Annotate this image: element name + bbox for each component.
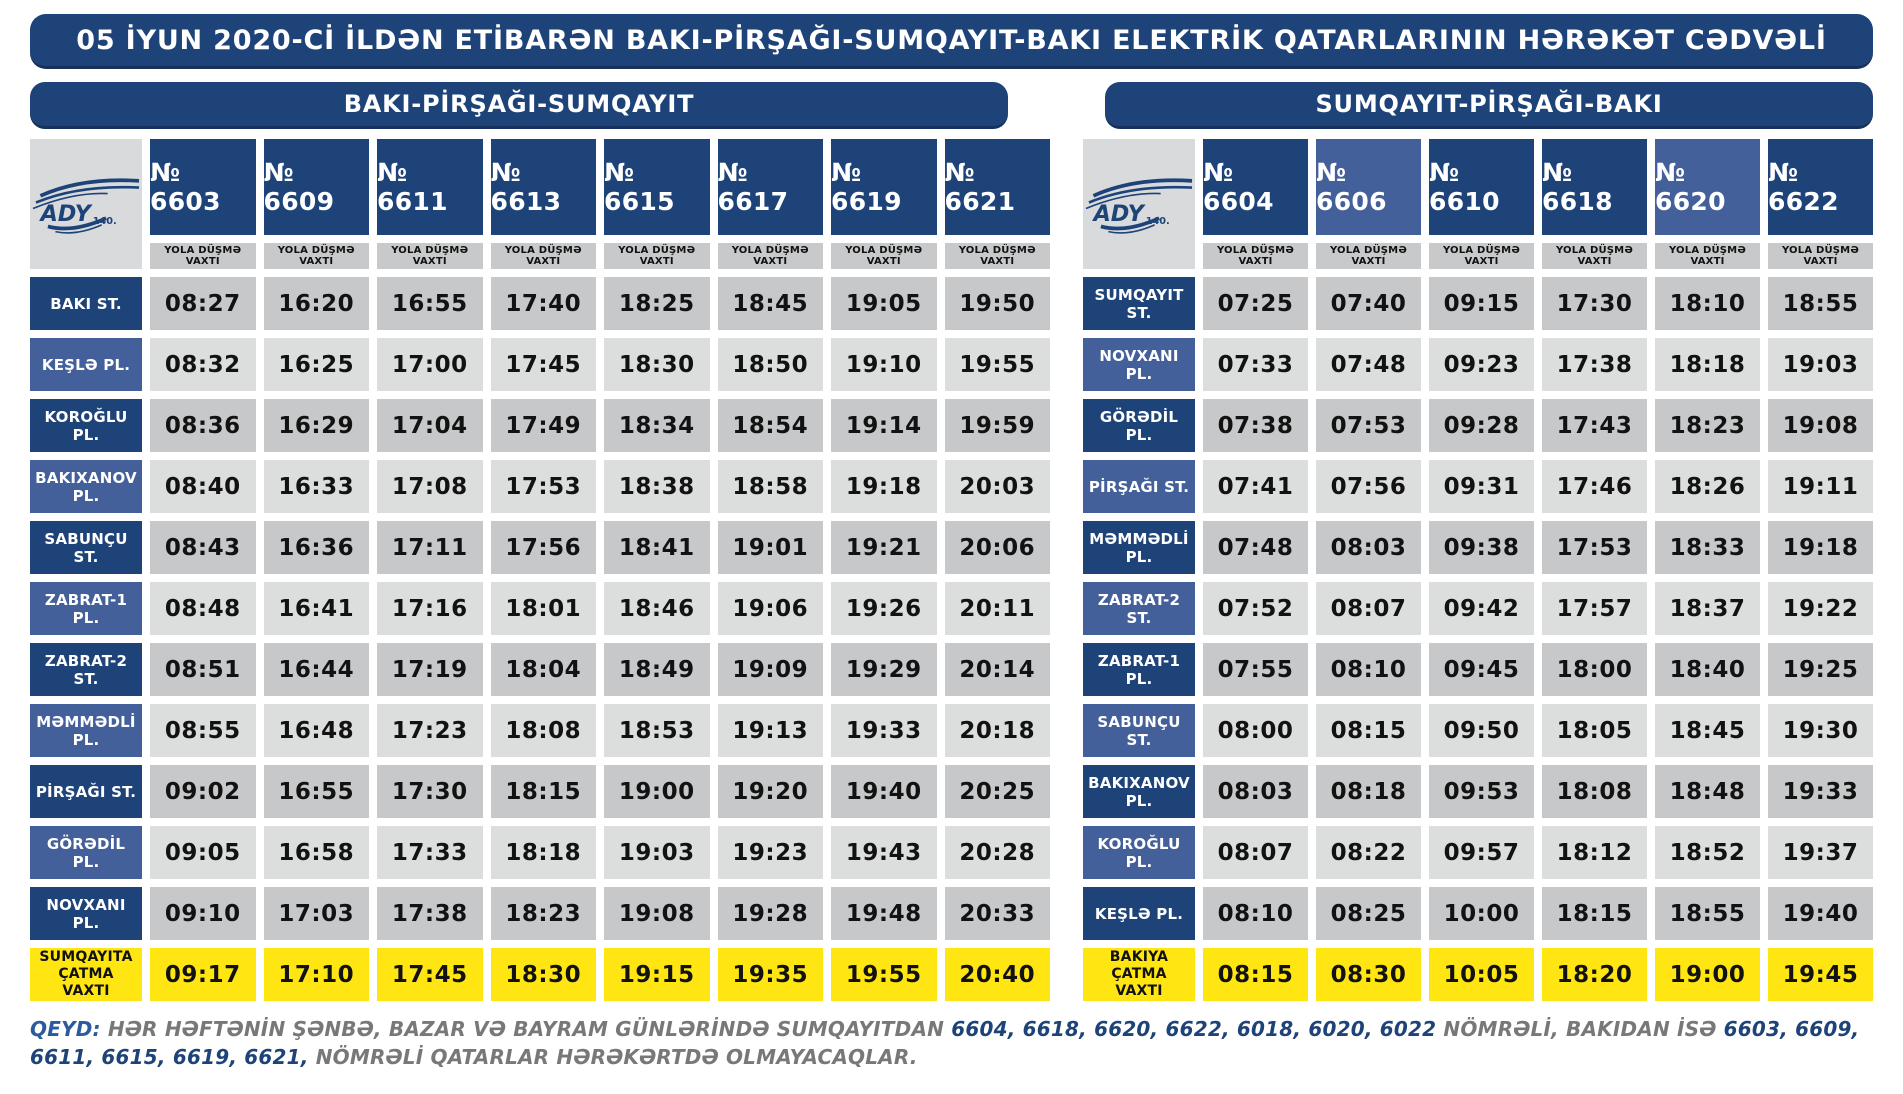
- time-cell: 16:55: [264, 765, 370, 818]
- time-cell: 17:57: [1542, 582, 1647, 635]
- time-cell: 19:29: [831, 643, 937, 696]
- svg-text:ADY: ADY: [40, 201, 91, 228]
- time-cell: 19:09: [718, 643, 824, 696]
- train-number-header: № 6619: [831, 139, 937, 235]
- time-cell: 17:45: [377, 948, 483, 1001]
- time-cell: 18:55: [1768, 277, 1873, 330]
- time-cell: 19:33: [831, 704, 937, 757]
- time-cell: 18:26: [1655, 460, 1760, 513]
- time-cell: 08:40: [150, 460, 256, 513]
- time-cell: 09:17: [150, 948, 256, 1001]
- time-cell: 19:23: [718, 826, 824, 879]
- time-cell: 08:03: [1316, 521, 1421, 574]
- time-cell: 07:48: [1316, 338, 1421, 391]
- time-cell: 09:38: [1429, 521, 1534, 574]
- time-cell: 08:18: [1316, 765, 1421, 818]
- time-cell: 19:59: [945, 399, 1051, 452]
- time-cell: 19:08: [604, 887, 710, 940]
- time-cell: 18:33: [1655, 521, 1760, 574]
- time-cell: 19:06: [718, 582, 824, 635]
- time-cell: 07:41: [1203, 460, 1308, 513]
- time-cell: 18:34: [604, 399, 710, 452]
- station-cell: KEŞLƏ PL.: [1083, 887, 1195, 940]
- time-cell: 17:16: [377, 582, 483, 635]
- departure-time-label: YOLA DÜŞMƏ VAXTI: [1542, 243, 1647, 269]
- time-cell: 08:48: [150, 582, 256, 635]
- time-cell: 08:43: [150, 521, 256, 574]
- time-cell: 19:43: [831, 826, 937, 879]
- time-cell: 16:20: [264, 277, 370, 330]
- ady-logo-icon: [30, 169, 142, 239]
- page-title: 05 İYUN 2020-Cİ İLDƏN ETİBARƏN BAKI-PİRŞAĞI-SUMQAYIT-BAKI ELEKTRİK QATARLARININ HƏRƏKƏT CƏDVƏLİ: [30, 14, 1873, 69]
- timetables-container: [0, 82, 1903, 1001]
- time-cell: 08:51: [150, 643, 256, 696]
- time-cell: 20:03: [945, 460, 1051, 513]
- time-cell: 19:20: [718, 765, 824, 818]
- svg-text:140.: 140.: [1145, 216, 1170, 228]
- train-number-header: № 6609: [264, 139, 370, 235]
- time-cell: 19:26: [831, 582, 937, 635]
- time-cell: 19:45: [1768, 948, 1873, 1001]
- time-cell: 17:00: [377, 338, 483, 391]
- time-cell: 20:14: [945, 643, 1051, 696]
- time-cell: 18:12: [1542, 826, 1647, 879]
- time-cell: 08:32: [150, 338, 256, 391]
- time-cell: 09:50: [1429, 704, 1534, 757]
- note-train-numbers-sumqayit: 6604, 6618, 6620, 6622, 6018, 6020, 6022: [951, 1017, 1437, 1041]
- time-cell: 17:08: [377, 460, 483, 513]
- departure-time-label: YOLA DÜŞMƏ VAXTI: [150, 243, 256, 269]
- time-cell: 08:22: [1316, 826, 1421, 879]
- time-cell: 18:53: [604, 704, 710, 757]
- station-cell: PİRŞAĞI ST.: [1083, 460, 1195, 513]
- departure-time-label: YOLA DÜŞMƏ VAXTI: [1316, 243, 1421, 269]
- time-cell: 16:25: [264, 338, 370, 391]
- station-cell: ZABRAT-1 PL.: [1083, 643, 1195, 696]
- station-cell: KEŞLƏ PL.: [30, 338, 142, 391]
- station-cell: PİRŞAĞI ST.: [30, 765, 142, 818]
- time-cell: 18:30: [604, 338, 710, 391]
- time-cell: 17:03: [264, 887, 370, 940]
- departure-time-label: YOLA DÜŞMƏ VAXTI: [491, 243, 597, 269]
- departure-time-label: YOLA DÜŞMƏ VAXTI: [831, 243, 937, 269]
- time-cell: 17:10: [264, 948, 370, 1001]
- time-cell: 17:19: [377, 643, 483, 696]
- time-cell: 18:15: [1542, 887, 1647, 940]
- station-cell: NOVXANI PL.: [30, 887, 142, 940]
- time-cell: 18:18: [491, 826, 597, 879]
- time-cell: 18:18: [1655, 338, 1760, 391]
- time-cell: 19:11: [1768, 460, 1873, 513]
- time-cell: 18:45: [1655, 704, 1760, 757]
- time-cell: 20:18: [945, 704, 1051, 757]
- note-segment: NÖMRƏLİ, BAKIDAN İSƏ: [1436, 1017, 1724, 1041]
- ady-logo-cell: [30, 139, 142, 269]
- time-cell: 18:46: [604, 582, 710, 635]
- time-cell: 19:40: [831, 765, 937, 818]
- time-cell: 16:33: [264, 460, 370, 513]
- time-cell: 07:25: [1203, 277, 1308, 330]
- time-cell: 19:00: [604, 765, 710, 818]
- time-cell: 16:36: [264, 521, 370, 574]
- svg-text:ADY: ADY: [1093, 201, 1144, 228]
- time-cell: 19:25: [1768, 643, 1873, 696]
- station-cell: SUMQAYITA ÇATMA VAXTI: [30, 948, 142, 1001]
- time-cell: 17:53: [491, 460, 597, 513]
- departure-time-label: YOLA DÜŞMƏ VAXTI: [604, 243, 710, 269]
- time-cell: 17:40: [491, 277, 597, 330]
- note-train-numbers-baki: 6603, 6609, 6611, 6615, 6619, 6621,: [30, 1017, 1860, 1070]
- time-cell: 17:53: [1542, 521, 1647, 574]
- time-cell: 08:36: [150, 399, 256, 452]
- time-cell: 17:38: [1542, 338, 1647, 391]
- time-cell: 20:33: [945, 887, 1051, 940]
- train-number-header: № 6622: [1768, 139, 1873, 235]
- departure-time-label: YOLA DÜŞMƏ VAXTI: [1203, 243, 1308, 269]
- time-cell: 18:25: [604, 277, 710, 330]
- time-cell: 08:10: [1203, 887, 1308, 940]
- time-cell: 08:07: [1316, 582, 1421, 635]
- time-cell: 19:33: [1768, 765, 1873, 818]
- departure-time-label: YOLA DÜŞMƏ VAXTI: [264, 243, 370, 269]
- station-cell: BAKIYA ÇATMA VAXTI: [1083, 948, 1195, 1001]
- time-cell: 16:48: [264, 704, 370, 757]
- time-cell: 08:30: [1316, 948, 1421, 1001]
- train-number-header: № 6621: [945, 139, 1051, 235]
- time-cell: 19:03: [604, 826, 710, 879]
- time-cell: 19:55: [831, 948, 937, 1001]
- time-cell: 19:01: [718, 521, 824, 574]
- train-number-header: № 6618: [1542, 139, 1647, 235]
- time-cell: 18:08: [1542, 765, 1647, 818]
- time-cell: 07:38: [1203, 399, 1308, 452]
- time-cell: 18:40: [1655, 643, 1760, 696]
- time-cell: 07:52: [1203, 582, 1308, 635]
- station-cell: SABUNÇU ST.: [1083, 704, 1195, 757]
- station-cell: GÖRƏDİL PL.: [1083, 399, 1195, 452]
- station-cell: KOROĞLU PL.: [30, 399, 142, 452]
- time-cell: 18:38: [604, 460, 710, 513]
- time-cell: 08:15: [1316, 704, 1421, 757]
- time-cell: 17:04: [377, 399, 483, 452]
- time-cell: 19:35: [718, 948, 824, 1001]
- time-cell: 19:50: [945, 277, 1051, 330]
- time-cell: 17:11: [377, 521, 483, 574]
- time-cell: 07:48: [1203, 521, 1308, 574]
- station-cell: GÖRƏDİL PL.: [30, 826, 142, 879]
- time-cell: 18:49: [604, 643, 710, 696]
- time-cell: 07:55: [1203, 643, 1308, 696]
- time-cell: 18:45: [718, 277, 824, 330]
- station-cell: ZABRAT-1 PL.: [30, 582, 142, 635]
- time-cell: 08:07: [1203, 826, 1308, 879]
- departure-time-label: YOLA DÜŞMƏ VAXTI: [945, 243, 1051, 269]
- train-number-header: № 6617: [718, 139, 824, 235]
- time-cell: 18:10: [1655, 277, 1760, 330]
- time-cell: 17:30: [1542, 277, 1647, 330]
- time-cell: 18:55: [1655, 887, 1760, 940]
- time-cell: 18:04: [491, 643, 597, 696]
- time-cell: 09:45: [1429, 643, 1534, 696]
- time-cell: 19:55: [945, 338, 1051, 391]
- time-cell: 18:15: [491, 765, 597, 818]
- time-cell: 18:01: [491, 582, 597, 635]
- time-cell: 09:23: [1429, 338, 1534, 391]
- time-cell: 09:57: [1429, 826, 1534, 879]
- time-cell: 19:18: [1768, 521, 1873, 574]
- time-cell: 09:53: [1429, 765, 1534, 818]
- departure-time-label: YOLA DÜŞMƏ VAXTI: [1768, 243, 1873, 269]
- time-cell: 09:42: [1429, 582, 1534, 635]
- ady-logo-cell: [1083, 139, 1195, 269]
- time-cell: 18:48: [1655, 765, 1760, 818]
- train-number-header: № 6606: [1316, 139, 1421, 235]
- timetable-grid-sumqayit-baki: [1083, 139, 1873, 1001]
- departure-time-label: YOLA DÜŞMƏ VAXTI: [377, 243, 483, 269]
- ady-logo-icon: [1083, 169, 1195, 239]
- time-cell: 08:03: [1203, 765, 1308, 818]
- station-cell: KOROĞLU PL.: [1083, 826, 1195, 879]
- train-number-header: № 6611: [377, 139, 483, 235]
- station-cell: MƏMMƏDLİ PL.: [1083, 521, 1195, 574]
- station-cell: SABUNÇU ST.: [30, 521, 142, 574]
- departure-time-label: YOLA DÜŞMƏ VAXTI: [1655, 243, 1760, 269]
- time-cell: 18:05: [1542, 704, 1647, 757]
- departure-time-label: YOLA DÜŞMƏ VAXTI: [1429, 243, 1534, 269]
- time-cell: 08:00: [1203, 704, 1308, 757]
- train-number-header: № 6615: [604, 139, 710, 235]
- time-cell: 08:55: [150, 704, 256, 757]
- time-cell: 09:28: [1429, 399, 1534, 452]
- time-cell: 19:10: [831, 338, 937, 391]
- time-cell: 18:08: [491, 704, 597, 757]
- time-cell: 18:20: [1542, 948, 1647, 1001]
- time-cell: 20:11: [945, 582, 1051, 635]
- time-cell: 07:33: [1203, 338, 1308, 391]
- time-cell: 19:22: [1768, 582, 1873, 635]
- time-cell: 19:28: [718, 887, 824, 940]
- time-cell: 20:40: [945, 948, 1051, 1001]
- time-cell: 17:23: [377, 704, 483, 757]
- time-cell: 18:54: [718, 399, 824, 452]
- time-cell: 09:15: [1429, 277, 1534, 330]
- time-cell: 16:29: [264, 399, 370, 452]
- note-label: QEYD:: [30, 1017, 101, 1041]
- station-cell: ZABRAT-2 ST.: [1083, 582, 1195, 635]
- time-cell: 17:38: [377, 887, 483, 940]
- time-cell: 18:41: [604, 521, 710, 574]
- note-text: [30, 1015, 1873, 1072]
- time-cell: 17:45: [491, 338, 597, 391]
- table-baki-pirshagi-sumqayit: [30, 82, 1050, 1001]
- direction-header-baki-sumqayit: BAKI-PİRŞAĞI-SUMQAYIT: [30, 82, 1008, 129]
- time-cell: 17:30: [377, 765, 483, 818]
- station-cell: SUMQAYIT ST.: [1083, 277, 1195, 330]
- time-cell: 19:14: [831, 399, 937, 452]
- time-cell: 18:50: [718, 338, 824, 391]
- station-cell: NOVXANI PL.: [1083, 338, 1195, 391]
- time-cell: 08:25: [1316, 887, 1421, 940]
- time-cell: 18:23: [491, 887, 597, 940]
- svg-text:140.: 140.: [92, 216, 117, 228]
- time-cell: 19:00: [1655, 948, 1760, 1001]
- time-cell: 09:05: [150, 826, 256, 879]
- time-cell: 09:10: [150, 887, 256, 940]
- train-number-header: № 6613: [491, 139, 597, 235]
- train-number-header: № 6603: [150, 139, 256, 235]
- time-cell: 10:00: [1429, 887, 1534, 940]
- time-cell: 08:10: [1316, 643, 1421, 696]
- time-cell: 07:40: [1316, 277, 1421, 330]
- time-cell: 19:18: [831, 460, 937, 513]
- time-cell: 08:27: [150, 277, 256, 330]
- time-cell: 10:05: [1429, 948, 1534, 1001]
- time-cell: 17:33: [377, 826, 483, 879]
- timetable-grid-baki-sumqayit: [30, 139, 1050, 1001]
- departure-time-label: YOLA DÜŞMƏ VAXTI: [718, 243, 824, 269]
- station-cell: BAKIXANOV PL.: [1083, 765, 1195, 818]
- time-cell: 07:53: [1316, 399, 1421, 452]
- direction-header-sumqayit-baki: SUMQAYIT-PİRŞAĞI-BAKI: [1105, 82, 1873, 129]
- time-cell: 18:58: [718, 460, 824, 513]
- time-cell: 18:37: [1655, 582, 1760, 635]
- time-cell: 09:31: [1429, 460, 1534, 513]
- note-segment: HƏR HƏFTƏNİN ŞƏNBƏ, BAZAR VƏ BAYRAM GÜNLƏRİNDƏ SUMQAYITDAN: [100, 1017, 952, 1041]
- time-cell: 17:56: [491, 521, 597, 574]
- table-sumqayit-pirshagi-baki: [1083, 82, 1873, 1001]
- time-cell: 19:15: [604, 948, 710, 1001]
- time-cell: 19:30: [1768, 704, 1873, 757]
- time-cell: 16:44: [264, 643, 370, 696]
- time-cell: 19:37: [1768, 826, 1873, 879]
- time-cell: 20:28: [945, 826, 1051, 879]
- time-cell: 19:08: [1768, 399, 1873, 452]
- note-segment: NÖMRƏLİ QATARLAR HƏRƏKƏRTDƏ OLMAYACAQLAR.: [308, 1045, 918, 1070]
- station-cell: BAKI ST.: [30, 277, 142, 330]
- time-cell: 18:23: [1655, 399, 1760, 452]
- train-number-header: № 6620: [1655, 139, 1760, 235]
- time-cell: 07:56: [1316, 460, 1421, 513]
- time-cell: 20:06: [945, 521, 1051, 574]
- time-cell: 19:21: [831, 521, 937, 574]
- time-cell: 18:52: [1655, 826, 1760, 879]
- time-cell: 17:46: [1542, 460, 1647, 513]
- station-cell: MƏMMƏDLİ PL.: [30, 704, 142, 757]
- time-cell: 16:41: [264, 582, 370, 635]
- time-cell: 17:43: [1542, 399, 1647, 452]
- time-cell: 18:30: [491, 948, 597, 1001]
- time-cell: 08:15: [1203, 948, 1308, 1001]
- time-cell: 16:58: [264, 826, 370, 879]
- time-cell: 09:02: [150, 765, 256, 818]
- train-number-header: № 6604: [1203, 139, 1308, 235]
- time-cell: 19:03: [1768, 338, 1873, 391]
- time-cell: 20:25: [945, 765, 1051, 818]
- time-cell: 19:40: [1768, 887, 1873, 940]
- time-cell: 19:05: [831, 277, 937, 330]
- time-cell: 18:00: [1542, 643, 1647, 696]
- time-cell: 19:13: [718, 704, 824, 757]
- station-cell: ZABRAT-2 ST.: [30, 643, 142, 696]
- time-cell: 19:48: [831, 887, 937, 940]
- train-number-header: № 6610: [1429, 139, 1534, 235]
- time-cell: 16:55: [377, 277, 483, 330]
- time-cell: 17:49: [491, 399, 597, 452]
- station-cell: BAKIXANOV PL.: [30, 460, 142, 513]
